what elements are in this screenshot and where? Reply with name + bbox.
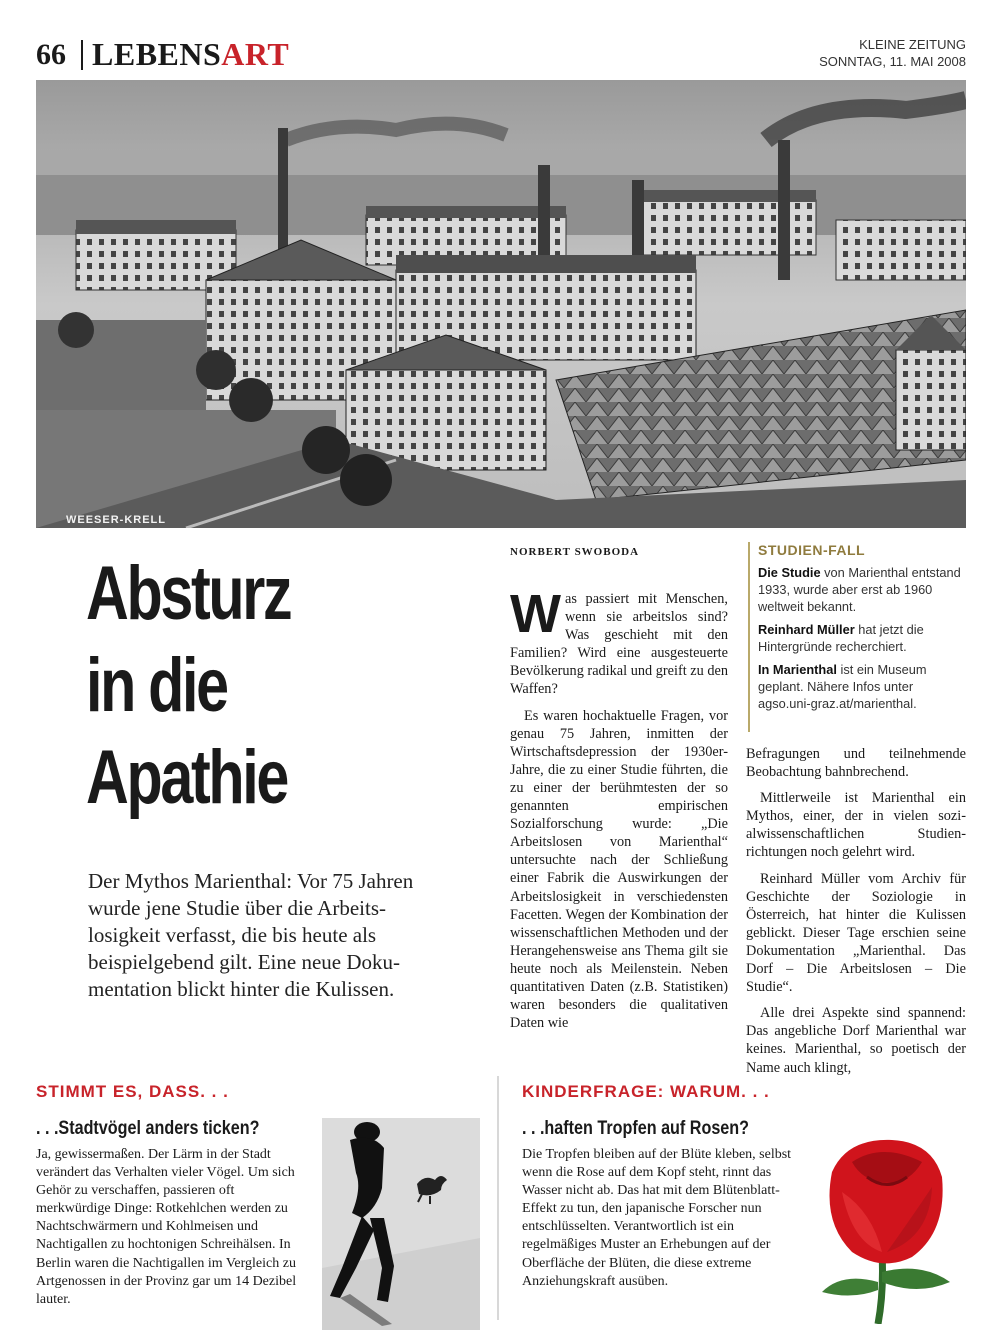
section-title-part1: LEBENS (92, 36, 222, 72)
article-column-1 (510, 584, 728, 1032)
info-sidebar (748, 542, 966, 732)
photo-credit: WEESER-KRELL (66, 514, 166, 526)
section-title-part2: ART (221, 36, 290, 72)
kids-question-heading: KINDERFRAGE: WARUM. . . (522, 1082, 770, 1101)
publication-name: KLEINE ZEITUNG (859, 37, 966, 52)
column-divider (497, 1076, 499, 1320)
headline-line: in die (86, 643, 227, 728)
sidebar-item-lead: Reinhard Müller (758, 622, 855, 637)
factory-drawing (36, 80, 966, 528)
article-paragraph: Alle drei Aspekte sind spannend: Das angebliche Dorf Marienthal war keines. Marienthal, so poetisch der Name auch klingt, (746, 1005, 966, 1076)
paragraph-text: as passiert mit Menschen, wenn sie arbeitslos sind? Was geschieht mit den Familien? Wird eine ausgesteuerte Bevölkerung radikal und greift zu den Waffen? (510, 591, 728, 698)
red-rose-photo (812, 1132, 960, 1324)
section-title (92, 36, 289, 73)
fact-check-question: . . .Stadtvögel anders ticken? (36, 1118, 260, 1139)
kids-question: . . .haften Tropfen auf Rosen? (522, 1118, 750, 1139)
header-divider (81, 40, 83, 70)
fact-check-text: Ja, gewissermaßen. Der Lärm in der Stadt verändert das Verhalten vieler Vögel. Um sich Gehör zu verschaffen, passieren oft merkwürdige Dinge: Rotkehlchen werden zu Nachtschwärmern und Kohlmeisen und Nachtigallen zu hochtonigen Schreihälsen. In Berlin waren die Nachtigallen im Vergleich zu Artgenossen in der Provinz gar um 14 Dezibel lauter. (36, 1147, 297, 1307)
article-lede: Der Mythos Marienthal: Vor 75 Jahren wurde jene Studie über die Arbeitslosigkeit verfasst, die bis heute als beispielgebend gilt. Eine neue Dokumentation blickt hinter die Kulissen. (88, 869, 414, 1001)
headline-line: Absturz (86, 551, 291, 636)
article-paragraph: Es waren hochaktuelle Fragen, vor genau 75 Jahren, inmitten der Wirtschaftsdepression der 1930er-Jahre, die zu einer Studie führten, die zu einer der berühmtesten der so genannten empirischen Sozialforschung wurde: „Die Arbeitslosen von Marienthal“ untersuchte nach der Schließung einer Fabrik die Auswirkungen der Arbeitslosigkeit in verschiedensten Facetten. Wegen der Kombination der wissenschaftlichen Methoden und der Herangehensweise ans Thema gilt sie heute noch als Meilenstein. Neben quantitativen Daten (z.B. Statistiken) waren besonders die qualitativen Daten wie (510, 707, 728, 1032)
headline-line: Apathie (86, 735, 288, 820)
publication-info (819, 36, 966, 70)
pedestrian-pigeon-photo (322, 1118, 480, 1330)
page-number: 66 (36, 38, 66, 71)
rose-drawing (812, 1132, 960, 1324)
article-paragraph: Befragungen und teilnehmende Beobachtung bahnbrechend. (746, 746, 966, 781)
sidebar-item-text: ist ein Museum geplant. Nähere Infos unter agso.uni-graz.at/marienthal. (758, 662, 927, 711)
fact-check-heading: STIMMT ES, DASS. . . (36, 1082, 229, 1101)
sidebar-item (758, 661, 966, 712)
page-header (36, 34, 966, 80)
article-column-2 (746, 745, 966, 1077)
publication-date: SONNTAG, 11. MAI 2008 (819, 54, 966, 69)
sidebar-item-text: hat jetzt die Hintergründe recherchiert. (758, 622, 924, 654)
article-paragraph (510, 584, 728, 699)
sidebar-item (758, 564, 966, 615)
sidebar-title: STUDIEN-FALL (758, 542, 866, 558)
article-paragraph: Mittlerweile ist Marienthal ein Mythos, einer, der in vielen sozialwissenschaftlichen Studienrichtungen noch gelehrt wird. (746, 790, 966, 861)
article-paragraph: Reinhard Müller vom Archiv für Geschichte der Soziologie in Österreich, hat hinter die Kulissen geblickt. Dieser Tage erschien seine Dokumentation „Marienthal. Das Dorf – Die Arbeitslosen – Die Studie“. (746, 870, 966, 996)
sidebar-item-lead: Die Studie (758, 565, 821, 580)
pedestrian-silhouette (322, 1118, 480, 1330)
factory-illustration (36, 80, 966, 528)
article-headline (86, 548, 290, 824)
author-byline: NORBERT SWOBODA (510, 546, 640, 558)
drop-cap: W (510, 584, 561, 644)
sidebar-item-lead: In Marienthal (758, 662, 837, 677)
sidebar-item (758, 621, 966, 655)
kids-answer-text: Die Tropfen bleiben auf der Blüte kleben, selbst wenn die Rose auf dem Kopf steht, rinnt das Wasser nicht ab. Das hat mit dem Blütenblatt-Effekt zu tun, den japanische Forscher nun entschlüsselten. Verantwortlich ist ein regelmäßiges Muster an Erhebungen auf der Oberfläche der Blüten, die diese extreme Anziehungskraft ausüben. (522, 1147, 792, 1289)
sidebar-item-text: von Marienthal entstand 1933, wurde aber erst ab 1960 weltweit bekannt. (758, 565, 961, 614)
